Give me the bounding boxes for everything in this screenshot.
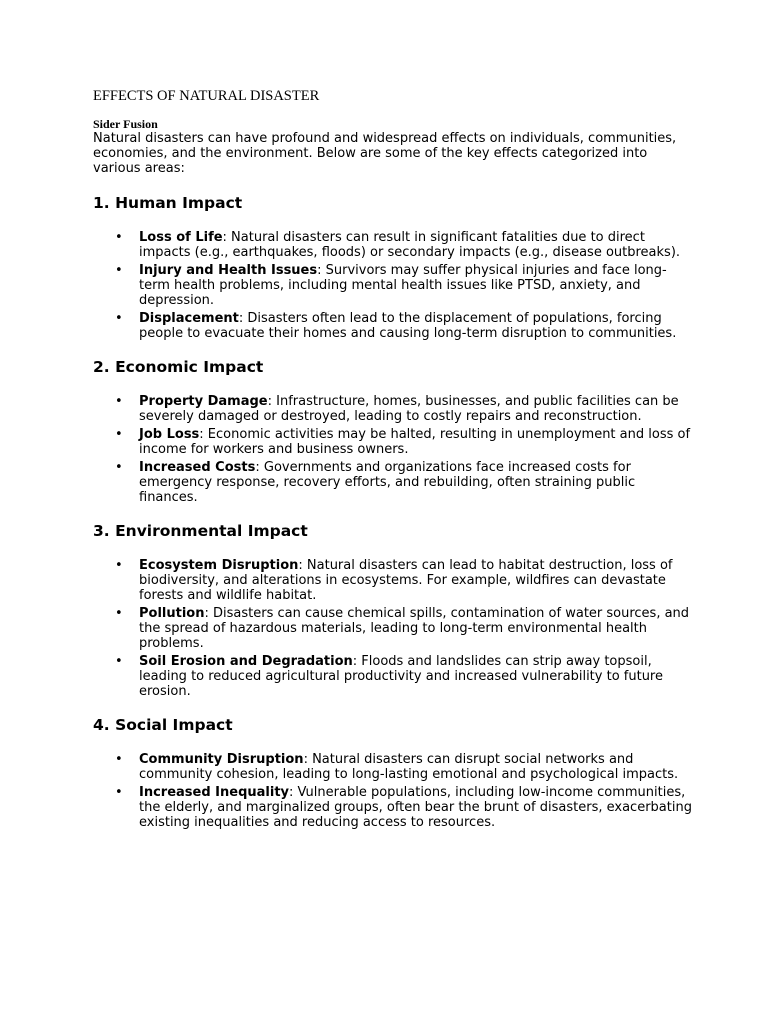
section-heading: 3. Environmental Impact xyxy=(93,522,308,540)
item-text: : Survivors may suffer physical injuries and face long-term health problems, including mental health issues like PTSD, anxiety, and depression. xyxy=(139,263,667,308)
section-human-impact xyxy=(93,194,693,341)
bullet-list xyxy=(93,230,693,341)
list-item xyxy=(115,785,693,830)
item-text: : Vulnerable populations, including low-income communities, the elderly, and marginalized groups, often bear the brunt of disasters, exacerbating existing inequalities and reducing access to resources. xyxy=(139,785,692,830)
item-term: Increased Costs xyxy=(139,460,256,475)
section-social-impact xyxy=(93,716,693,830)
item-term: Displacement xyxy=(139,311,239,326)
item-term: Increased Inequality xyxy=(139,785,290,800)
section-heading: 2. Economic Impact xyxy=(93,358,264,376)
intro-paragraph: Natural disasters can have profound and widespread effects on individuals, communities, economies, and the environment. Below are some of the key effects categorized into various areas: xyxy=(93,131,677,176)
bullet-icon: • xyxy=(115,311,123,326)
item-text: : Disasters often lead to the displacement of populations, forcing people to evacuate their homes and causing long-term disruption to communities. xyxy=(139,311,677,341)
item-term: Loss of Life xyxy=(139,230,223,245)
bullet-icon: • xyxy=(115,427,123,442)
item-term: Ecosystem Disruption xyxy=(139,558,299,573)
section-environmental-impact xyxy=(93,522,693,699)
item-text: : Infrastructure, homes, businesses, and public facilities can be severely damaged or destroyed, leading to costly repairs and reconstruction. xyxy=(139,394,679,424)
bullet-icon: • xyxy=(115,785,123,800)
bullet-icon: • xyxy=(115,263,123,278)
list-item xyxy=(115,263,693,308)
item-text: : Floods and landslides can strip away topsoil, leading to reduced agricultural productivity and increased vulnerability to future erosion. xyxy=(139,654,663,699)
bullet-icon: • xyxy=(115,606,123,621)
item-text: : Governments and organizations face increased costs for emergency response, recovery efforts, and rebuilding, often straining public finances. xyxy=(139,460,636,505)
list-item xyxy=(115,394,693,424)
list-item xyxy=(115,606,693,651)
section-economic-impact xyxy=(93,358,693,505)
bullet-icon: • xyxy=(115,394,123,409)
bullet-icon: • xyxy=(115,752,123,767)
item-term: Soil Erosion and Degradation xyxy=(139,654,353,669)
item-text: : Economic activities may be halted, resulting in unemployment and loss of income for workers and business owners. xyxy=(139,427,691,457)
document-title: EFFECTS OF NATURAL DISASTER xyxy=(93,88,320,104)
list-item xyxy=(115,427,693,457)
bullet-list xyxy=(93,394,693,505)
list-item xyxy=(115,230,693,260)
bullet-list xyxy=(93,752,693,830)
item-term: Property Damage xyxy=(139,394,268,409)
bullet-list xyxy=(93,558,693,699)
item-term: Community Disruption xyxy=(139,752,304,767)
item-term: Pollution xyxy=(139,606,205,621)
list-item xyxy=(115,460,693,505)
list-item xyxy=(115,311,693,341)
section-heading: 1. Human Impact xyxy=(93,194,243,212)
list-item xyxy=(115,654,693,699)
document-page xyxy=(93,87,693,847)
list-item xyxy=(115,558,693,603)
item-text: : Natural disasters can result in significant fatalities due to direct impacts (e.g., earthquakes, floods) or secondary impacts (e.g., disease outbreaks). xyxy=(139,230,681,260)
list-item xyxy=(115,752,693,782)
item-text: : Natural disasters can lead to habitat destruction, loss of biodiversity, and alterations in ecosystems. For example, wildfires can devastate forests and wildlife habitat. xyxy=(139,558,673,603)
document-author: Sider Fusion xyxy=(93,117,158,131)
item-text: : Disasters can cause chemical spills, contamination of water sources, and the spread of hazardous materials, leading to long-term environmental health problems. xyxy=(139,606,690,651)
item-term: Job Loss xyxy=(139,427,200,442)
item-text: : Natural disasters can disrupt social networks and community cohesion, leading to long-lasting emotional and psychological impacts. xyxy=(139,752,679,782)
bullet-icon: • xyxy=(115,460,123,475)
bullet-icon: • xyxy=(115,230,123,245)
bullet-icon: • xyxy=(115,654,123,669)
item-term: Injury and Health Issues xyxy=(139,263,318,278)
bullet-icon: • xyxy=(115,558,123,573)
section-heading: 4. Social Impact xyxy=(93,716,233,734)
